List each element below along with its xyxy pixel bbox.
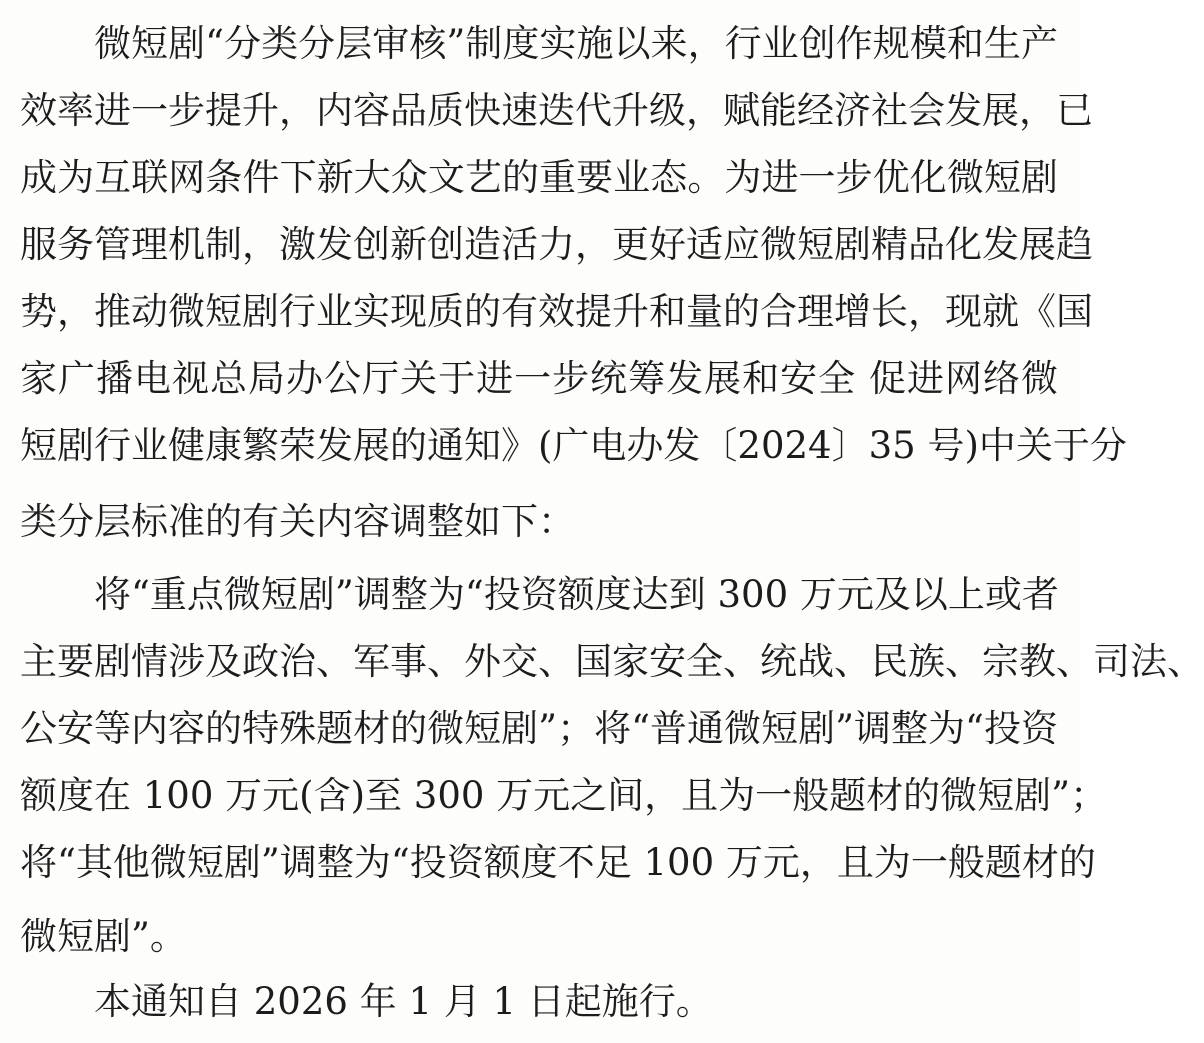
effective-date-line: 本通知自 2026 年 1 月 1 日起施行。 [94, 980, 713, 1023]
paragraph-1-line-7: 短剧行业健康繁荣发展的通知》(广电办发〔2024〕35 号)中关于分 [20, 424, 1127, 467]
paragraph-2-line-5: 将“其他微短剧”调整为“投资额度不足 100 万元，且为一般题材的 [20, 841, 1096, 884]
paragraph-2-line-2: 主要剧情涉及政治、军事、外交、国家安全、统战、民族、宗教、司法、 [20, 640, 1204, 683]
paragraph-2-line-1: 将“重点微短剧”调整为“投资额度达到 300 万元及以上或者 [94, 573, 1059, 616]
paragraph-1-line-1: 微短剧“分类分层审核”制度实施以来，行业创作规模和生产 [94, 22, 1058, 65]
paragraph-2-line-6: 微短剧”。 [20, 915, 187, 958]
paragraph-2-line-4: 额度在 100 万元(含)至 300 万元之间，且为一般题材的微短剧”； [20, 774, 1108, 817]
paragraph-1-line-6: 家广播电视总局办公厅关于进一步统筹发展和安全 促进网络微 [20, 357, 1058, 400]
paragraph-1-line-3: 成为互联网条件下新大众文艺的重要业态。为进一步优化微短剧 [20, 156, 1058, 199]
paragraph-1-line-4: 服务管理机制，激发创新创造活力，更好适应微短剧精品化发展趋 [20, 223, 1093, 266]
paragraph-1-line-8: 类分层标准的有关内容调整如下： [20, 500, 575, 543]
paragraph-2-line-3: 公安等内容的特殊题材的微短剧”；将“普通微短剧”调整为“投资 [20, 707, 1058, 750]
paragraph-1-line-5: 势，推动微短剧行业实现质的有效提升和量的合理增长，现就《国 [20, 290, 1093, 333]
paragraph-1-line-2: 效率进一步提升，内容品质快速迭代升级，赋能经济社会发展，已 [20, 89, 1093, 132]
